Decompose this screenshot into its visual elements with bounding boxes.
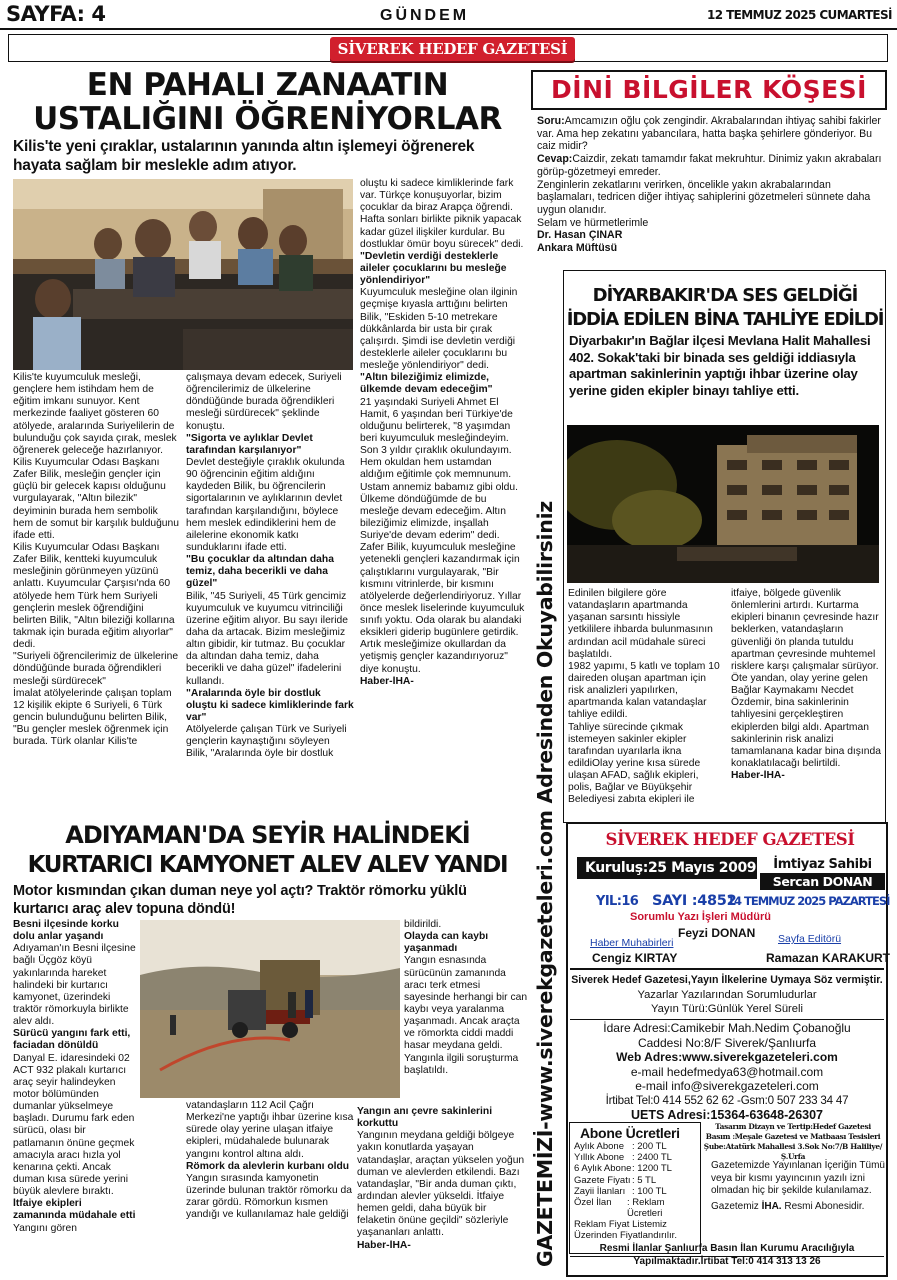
article2-signature: Haber-İHA- [731, 770, 785, 782]
article3-col3-lower [357, 1106, 527, 1276]
article1-col3-text-b: Kuyumculuk mesleğine olan ilginin geçmişe kıyasla arttığını belirten Bilik, "Eskiden 5-10 metrekare dükkânlarda bir usta bir çırak çalışırdı. Şimdi ise devletin verdiği desteklerle aileler çocuklarını bu mesleğe yönlendiriyor" dedi. [360, 287, 518, 372]
article3-col1-head-2: Sürücü yangını fark etti, faciadan dönüldü [13, 1028, 131, 1052]
copyright-note [705, 1160, 885, 1213]
article2-col2-text: itfaiye, bölgede güvenlik önlemlerini artırdı. Kurtarma ekipleri binanın çevresinde hazır beklerken, vatandaşların güvenliği ön planda tutuldu apartman çevresinde muhtemel risklere karşı çalışmalar sürüyor. Öte yandan, olay yerine gelen Bağlar Kaymakamı Necdet Özdemir, bina sakinlerinin tahliyesini gerçekleştiren ekiplerden bilgi aldı. Apartman sakinlerinin risk analizi tamamlanana kadar bina dışında konaklatılacağı belirtildi. [731, 588, 881, 769]
article3-col2-head-1: Römork da alevlerin kurbanı oldu [186, 1160, 350, 1172]
print-house: Basım :Meşale Gazetesi ve Matbaası Tesisleri [705, 1132, 881, 1141]
article1-col3-text-c: 21 yaşındaki Suriyeli Ahmet El Hamit, 6 yaşından beri Türkiye'de olduğunu belirterek, "8 yaşımdan beri kuyumculuk mesleğindeyim. Son 3 yıldır çıraklık okulundayım. Hem okuldan hem ustamdan aldığım eğitimle çok memnunum. Ustam annemiz babamız gibi oldu. Ülkeme döndüğümde de bu mesleğe devam edeceğim. Altın bileziğimiz elimizde, inşallah Suriye'de devam ederim" dedi. Zafer Bilik, kuyumculuk mesleğine yetenekli gençleri kazandırmak için çalıştıklarını vurgulayarak, "Bir kısmını vitrinlerde, bir kısmını atölyelerde değerlendiriyoruz. Yıllar önce meslek liselerinde kuyumculuk sınıfı yoktu. Oda olarak bu alandaki eksikleri giderip bugünlere getirdik. Artık mesleğimize okullardan da yetişmiş gençler kazandırıyoruz" diye konuştu. [360, 396, 525, 675]
article2-subtitle: Diyarbakır'ın Bağlar ilçesi Mevlana Halit Mahallesi 402. Sokak'taki bir binada ses geldiği iddiasıyla apartman sakinlerinin yaptığı ihbar üzerine olay yerine giden ekipler binayı tahliye etti. [569, 333, 871, 398]
subscription-row-value: : 100 TL [632, 1185, 667, 1197]
uets-address: UETS Adresi:15364-63648-26307 [630, 1108, 824, 1122]
article3-col2-text-2: Yangın sırasında kamyonetin üzerinde bulunan traktör römorku da zarar gördü. Römorkun kısmen yandığı ve kullanılamaz hale geldiği [186, 1172, 352, 1221]
section-title: GÜNDEM [380, 7, 470, 24]
imprint-title: SİVEREK HEDEF GAZETESİ [605, 830, 855, 849]
publication-type: Yayın Türü:Günlük Yerel Süreli [651, 1003, 803, 1015]
article1-col3-head-1: "Devletin verdiği desteklerle aileler çocuklarını bu mesleğe yönlendiriyor" [360, 250, 507, 287]
article1-col2 [186, 372, 354, 808]
subscription-row-value: : 2400 TL [632, 1152, 672, 1164]
article2-col2 [731, 588, 883, 818]
banner [330, 37, 575, 61]
article3-col1-text-2: Danyal E. idaresindeki 02 ACT 932 plakalı kurtarıcı araç seyir halindeyken motor bölümünden dumanlar yükselmeye başladı. Durumu fark eden sürücü, olası bir patlamanın önüne geçmek amacıyla aracı hızla yol kenarına çekti. Ancak duman kısa sürede yerini büyük alevlere bıraktı. [13, 1052, 135, 1198]
owner-label: İmtiyaz Sahibi [773, 857, 872, 872]
footer-line2: Yapılmaktadır.İrtibat Tel:0 414 313 13 26 [633, 1255, 821, 1267]
print-branch: Şube:Atatürk Mahallesi 3.Sok No:7/B Haliliye/Ş.Urfa [703, 1142, 883, 1161]
copyright: Gazetemizde Yayınlanan İçeriğin Tümü veya bir kısmı yayıncının yazılı izni olmadan hiç bir şekilde kulanılamaz. [711, 1160, 885, 1196]
article1-col2-head-1: "Sigorta ve aylıklar Devlet tarafından karşılanıyor" [186, 432, 313, 456]
editor-label: Sorumlu Yazı İşleri Müdürü [630, 911, 771, 923]
agency: İHA. [761, 1200, 782, 1212]
dini-author: Dr. Hasan ÇINAR [537, 229, 623, 242]
subscription-row-value: : 5 TL [632, 1174, 657, 1186]
reporter-label: Haber Muhabirleri [590, 937, 674, 949]
principles: Siverek Hedef Gazetesi,Yayın İlkelerine Uymaya Söz vermiştir. [571, 974, 883, 986]
reporter-name: Cengiz KIRTAY [592, 951, 678, 965]
subscription-row [574, 1186, 696, 1197]
article3-subtitle: Motor kısmından çıkan duman neye yol açtı? Traktör römorku yüklü kurtarıcı araç alev topuna döndü! [13, 883, 467, 917]
subscription-row [574, 1197, 696, 1219]
dini-qa [537, 115, 887, 255]
article1-photo [13, 179, 353, 370]
subscription-row [574, 1175, 696, 1186]
subscription-row-label: Aylık Abone [574, 1141, 625, 1152]
article3-title-line2: KURTARICI KAMYONET ALEV ALEV YANDI [27, 852, 508, 878]
vertical-website-banner [530, 262, 560, 1272]
article3-col3-head-1: Olayda can kaybı yaşanmadı [404, 931, 489, 955]
imprint-rule-1 [570, 968, 884, 970]
article1-col2-text-d: Atölyelerde çalışan Türk ve Suriyeli gençlerin kaynaştığını söyleyen Bilik, "Aralarında öyle bir dostluk [186, 724, 347, 760]
dini-answer-label: Cevap: [537, 153, 573, 166]
article1-col2-head-2: "Bu çocuklar da altından daha temiz, daha becerikli ve daha güzel" [186, 554, 334, 590]
dini-answer: Caizdir, zekatı tamamdır fakat mekruhtur. Dinimiz yakın akrabaları görüp-gözetmeyi emreder. Zenginlerin zekatlarını verirken, öncelikle yakın akrabalarından başlamaları, tedricen diğer ihtiyaç sahiplerini gözetmeleri sünnete daha uygun olanıdır. Selam ve hürmetlerimle [537, 153, 882, 229]
article3-signature: Haber-İHA- [357, 1239, 411, 1251]
dini-author-title: Ankara Müftüsü [537, 242, 618, 255]
subscription-row-label: Zayii İlanları [574, 1185, 626, 1197]
article2-photo [567, 425, 879, 583]
article1-col2-text-b: Devlet desteğiyle çıraklık okulunda 90 öğrencinin eğitim aldığını kaydeden Bilik, bu öğrencilerin sigortalarının ve aylıklarının devlet tarafından karşılandığını, böylece hem meslek edindiklerini hem de ailelerine ekonomik katkı sunduklarını ifade etti. [186, 456, 345, 553]
article3-title-line1: ADIYAMAN'DA SEYİR HALİNDEKİ [65, 821, 470, 849]
address-line1: İdare Adresi:Camikebir Mah.Nedim Çobanoğlu [603, 1021, 851, 1035]
vertical-website-text: GAZETEMİZİ-www.siverekgazeteleri.com Adresinden Okuyabilirsiniz [533, 501, 557, 1267]
article1-col2-head-3: "Aralarında öyle bir dostluk oluştu ki sadece kimliklerinde fark var" [186, 687, 354, 723]
banner-label: SİVEREK HEDEF GAZETESİ [337, 40, 568, 58]
page-editor-label: Sayfa Editörü [778, 933, 842, 945]
owner-name: Sercan DONAN [760, 873, 885, 890]
issue-number: SAYI :4852 [652, 893, 737, 909]
dini-question-label: Soru: [537, 115, 565, 127]
imprint-details [570, 973, 884, 1123]
subscription-row-label: Gazete Fiyatı [574, 1174, 631, 1186]
article3-col1-text-1: Adıyaman'ın Besni ilçesine bağlı Üçgöz köyü yakınlarında hareket halindeki bir kurtarıcı kamyonet, üzerindeki traktör römorkuyla birlikte alev aldı. [13, 943, 136, 1028]
year-label: YIL:16 [596, 894, 639, 909]
subscription-row-label: 6 Aylık Abone [574, 1163, 632, 1175]
article1-col1: Kilis'te kuyumculuk mesleği, gençlere hem istihdam hem de eğitim imkanı sunuyor. Kent merkezinde faaliyet gösteren 60 atölyede, aralarında Suriyelilerin de bulunduğu çok sayıda çırak, meslek öğrenerek geleceğe hazırlanıyor. Kilis Kuyumcular Odası Başkanı Zafer Bilik, mesleğin gençler için güçlü bir gelecek kapısı olduğunu vurgulayarak, "Altın bilezik" deyiminin burada hem sembolik hem de somut bir karşılık bulduğunu ifade etti. Kilis Kuyumcular Odası Başkanı Zafer Bilik, kentteki kuyumculuk mesleğinin görünmeyen yüzünü anlattı. Kuyumcular Çarşısı'nda 60 atölyede hem Türk hem Suriyeli gençlerin meslek öğrendiğini belirten Bilik, "Altın bileziği kollarına takmak için burada eğitim alıyorlar" dedi. "Suriyeli öğrencilerimiz de ülkelerine döndüğünde burada öğrendikleri mesleği sürdürecek" İmalat atölyelerinde çalışan toplam 12 kişilik ekipte 6 Suriyeli, 6 Türk gencin bulunduğunu belirten Bilik, "Bu gençler meslek öğrenmek için burada. Türk olanlar Kilis'te [13, 372, 179, 748]
print-info [702, 1122, 884, 1162]
print-design: Tasarım Dizayn ve Tertip:Hedef Gazetesi [715, 1122, 871, 1131]
article3-col1-text-3: Yangını gören [13, 1222, 77, 1234]
article1-title-line1: EN PAHALI ZANAATIN [86, 67, 449, 103]
subscription-title: Abone Ücretleri [580, 1125, 680, 1141]
article3-col2-text-1: vatandaşların 112 Acil Çağrı Merkezi'ne yaptığı ihbar üzerine kısa sürede olay yerine ulaşan itfaiye ekipleri, müdahalede bulunarak yangını kontrol altına aldı. [186, 1100, 354, 1160]
article1-col2-text-c: Bilik, "45 Suriyeli, 45 Türk gencimiz kuyumculuk ve kuyumcu vitrinciliği üzerine eğitim alıyor. Bu sayı ileride daha da artacak. Bizim mesleğimiz altın gibidir, kir tutmaz. Bu çocuklar da altından daha temiz, daha becerikli ve daha güzel" ifadelerini kullandı. [186, 590, 348, 687]
subscription-box [569, 1122, 701, 1254]
subscription-row [574, 1152, 696, 1163]
email-1[interactable]: e-mail hedefmedya63@hotmail.com [630, 1064, 824, 1079]
page-editor-name: Ramazan KARAKURT [766, 951, 891, 965]
subscription-row [574, 1163, 696, 1174]
subscription-note: Reklam Fiyat Listemiz Üzerinden Fiyatlandırılır. [574, 1219, 677, 1242]
issue-date: 12 TEMMUZ 2025 CUMARTESİ [707, 8, 892, 22]
article3-col1-head-1: Besni ilçesinde korku dolu anlar yaşandı [13, 919, 119, 943]
dini-title-box [531, 70, 887, 110]
agency-pre: Gazetemiz [711, 1200, 762, 1212]
web-address[interactable]: Web Adres:www.siverekgazeteleri.com [616, 1050, 838, 1064]
address-line2: Caddesi No:8/F Siverek/Şanlıurfa [637, 1035, 817, 1050]
article1-col3-head-2: "Altın bileziğimiz elimizde, ülkemde devam edeceğim" [360, 372, 493, 396]
article2-title-line2: İDDİA EDİLEN BİNA TAHLİYE EDİLDİ [566, 309, 884, 330]
imprint-footer [570, 1241, 884, 1268]
page-number: SAYFA: 4 [6, 2, 106, 26]
dini-title: DİNİ BİLGİLER KÖŞESİ [551, 75, 867, 104]
article3-col3 [404, 919, 528, 1104]
agency-post: Resmi Abonesidir. [781, 1200, 865, 1212]
article1-signature: Haber-İHA- [360, 675, 414, 687]
article1-title-line2: USTALIĞINI ÖĞRENİYORLAR [33, 101, 502, 137]
footer-line1: Resmi İlanlar Şanlıurfa Basın İlan Kurumu Aracılığıyla [599, 1243, 855, 1254]
masthead-rule [0, 28, 897, 30]
article3-col3-text-2: Yangının meydana geldiği bölgeye yakın konutlarda yaşayan vatandaşlar, araçtan yükselen yoğun duman ve alevlerden etkilendi. Bazı vatandaşlar, "Bir anda duman çıktı, ardından alevler yükseldi. İtfaiye hemen geldi, daha büyük bir felaketin önüne geçildi" sözleriyle yaşananları anlattı. [357, 1130, 525, 1239]
article2-title-line1: DİYARBAKIR'DA SES GELDİĞİ [592, 285, 858, 306]
agency-note [711, 1201, 885, 1214]
article1-col3-text-a: oluştu ki sadece kimliklerinde fark var. Türkçe konuşuyorlar, bizim çocuklar da biraz Arapça öğrendi. Hafta sonları birlikte piknik yapacak kadar güzel ilişkiler kurdular. Bu dostluklar ömür boyu sürecek" dedi. [360, 178, 524, 250]
article3-col2 [186, 1100, 354, 1275]
subscription-list [574, 1141, 696, 1219]
subscription-row [574, 1141, 696, 1152]
subscription-row-label: Yıllık Abone [574, 1152, 625, 1164]
article1-col3 [360, 178, 526, 808]
subscription-row-value: : Reklam Ücretleri [627, 1197, 665, 1220]
article1-col2-text-a: çalışmaya devam edecek, Suriyeli öğrencilerimiz de ülkelerine döndüğünde burada öğrendikleri mesleği sürdürecek" şeklinde konuştu. [186, 372, 342, 432]
article3-col3-text-0: bildirildi. [404, 919, 442, 930]
article3-col3-head-2: Yangın anı çevre sakinlerini korkuttu [357, 1106, 493, 1130]
subscription-row-value: : 200 TL [632, 1141, 667, 1152]
issue-date-imprint: 14 TEMMUZ 2025 PAZARTESİ [727, 894, 890, 908]
subscription-row-value: : 1200 TL [632, 1163, 672, 1175]
responsibility: Yazarlar Yazılarından Sorumludurlar [637, 988, 817, 1001]
founded-label: Kuruluş:25 Mayıs 2009 [577, 857, 757, 879]
article1-subtitle: Kilis'te yeni çıraklar, ustalarının yanında altın işlemeyi öğrenerek hayata sağlam bir meslekle adım atıyor. [13, 138, 475, 174]
subscription-row-label: Özel İlan [574, 1197, 612, 1209]
phone: İrtibat Tel:0 414 552 62 62 -Gsm:0 507 233 34 47 [605, 1093, 849, 1107]
article2-col1: Edinilen bilgilere göre vatandaşların apartmanda yaşanan sarsıntı hissiyle yetkililere ihbarda bulunmasının ardından acil müdahale süreci başlatıldı. 1982 yapımı, 5 katlı ve toplam 10 daireden oluşan apartman için risk analizleri yapılırken, apartmanda kalan vatandaşlar tahliye edildi. Tahliye sürecinde çıkmak istemeyen sakinler ekipler tarafından uyarılarla ikna edildiOlay yerine kısa sürede ulaşan AFAD, sağlık ekipleri, polis, Bağlar ve Büyükşehir Belediyesi zabıta ekipleri ile [568, 588, 720, 806]
article3-col3-text-1: Yangın esnasında sürücünün zamanında aracı terk etmesi sayesinde herhangi bir can kaybı veya yaralanma yaşanmadı. Ancak araçta ve römorkta ciddi maddi hasar meydana geldi. Yangınla ilgili soruşturma başlatıldı. [404, 955, 528, 1076]
email-2[interactable]: e-mail info@siverekgazeteleri.com [635, 1079, 819, 1093]
dini-question: Amcamızın oğlu çok zengindir. Akrabalarından ihtiyaç sahibi fakirler var. Ama hep zekatını yabancılara, hatta başka şehirlere gönderiyor. Bu caiz midir? [537, 115, 881, 153]
article3-col1 [13, 919, 137, 1274]
editor-name: Feyzi DONAN [678, 926, 756, 940]
article3-photo [140, 920, 400, 1098]
article3-col1-head-3: İtfaiye ekipleri zamanında müdahale etti [13, 1198, 136, 1222]
